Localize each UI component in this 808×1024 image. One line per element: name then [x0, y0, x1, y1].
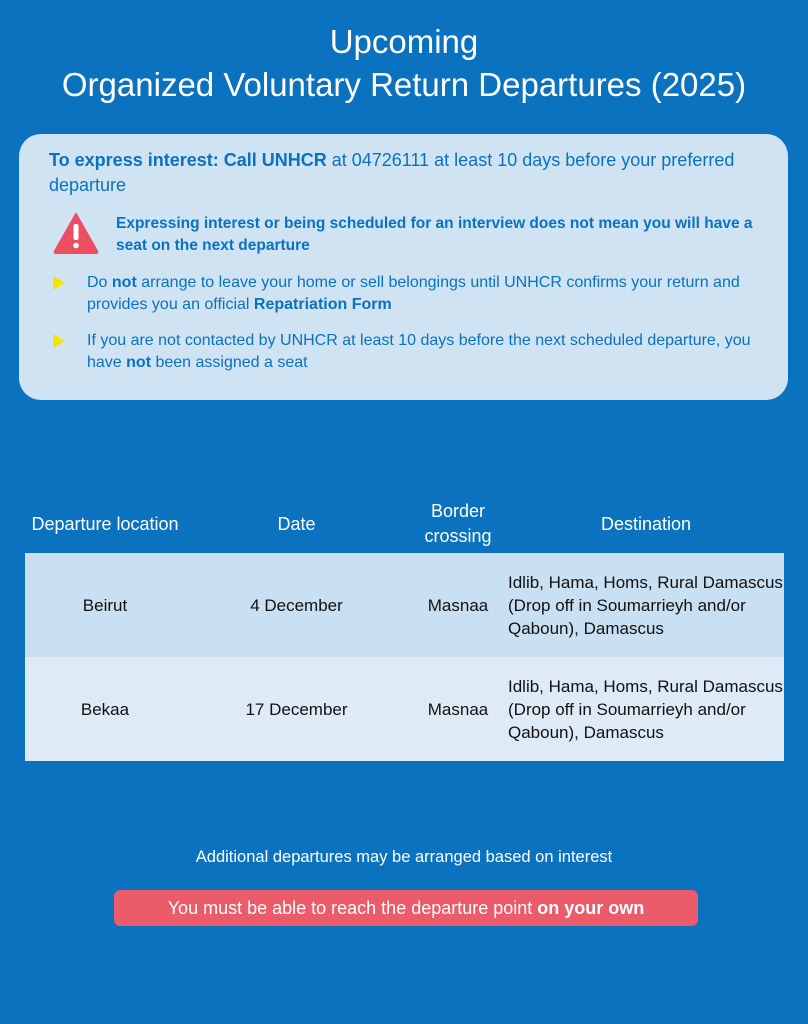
cell-destination: Idlib, Hama, Homs, Rural Damascus (Drop off in Soumarrieyh and/or Qaboun), Damascus [508, 657, 784, 761]
header-date: Date [277, 513, 316, 534]
bullet-item-2 [49, 330, 758, 374]
departures-table [25, 495, 784, 761]
header-border-crossing: Border crossing [424, 501, 492, 546]
bullet-item-1 [49, 272, 758, 316]
additional-departures-note: Additional departures may be arranged based on interest [195, 848, 613, 866]
cell-destination: Idlib, Hama, Homs, Rural Damascus (Drop off in Soumarrieyh and/or Qaboun), Damascus [508, 553, 784, 657]
bullet-triangle-icon [53, 276, 65, 290]
bullet-triangle-icon [53, 334, 65, 348]
table-header-row [25, 495, 784, 553]
header-departure-location: Departure location [31, 513, 179, 534]
table-row [25, 657, 784, 761]
header-destination: Destination [600, 513, 692, 534]
page-title [0, 20, 808, 106]
table-row [25, 553, 784, 657]
bullet-text-2: If you are not contacted by UNHCR at least 10 days before the next scheduled departure, you have not been assigned a seat [87, 332, 751, 371]
notice-bold: on your own [537, 898, 645, 918]
intro-text [49, 148, 758, 198]
cell-date: 4 December [185, 553, 408, 657]
cell-location: Bekaa [25, 657, 185, 761]
cell-date: 17 December [185, 657, 408, 761]
warning-text: Expressing interest or being scheduled for an interview does not mean you will have a seat on the next departure [116, 215, 753, 254]
warning-triangle-icon [53, 212, 99, 254]
cell-border: Masnaa [408, 657, 508, 761]
intro-bold: To express interest: Call UNHCR [49, 150, 327, 170]
title-line-1: Upcoming [329, 23, 479, 60]
notice-text: You must be able to reach the departure point [167, 898, 538, 918]
intro-rest: at 04726111 at least 10 days before your preferred departure [49, 150, 735, 195]
cell-border: Masnaa [408, 553, 508, 657]
bullet-text-1: Do not arrange to leave your home or sell belongings until UNHCR confirms your return and provides you an official Repatriation Form [87, 274, 740, 313]
warning-block [49, 212, 758, 258]
cell-location: Beirut [25, 553, 185, 657]
notice-banner [114, 890, 698, 926]
info-box [19, 134, 788, 400]
title-line-2: Organized Voluntary Return Departures (2025) [61, 66, 747, 103]
